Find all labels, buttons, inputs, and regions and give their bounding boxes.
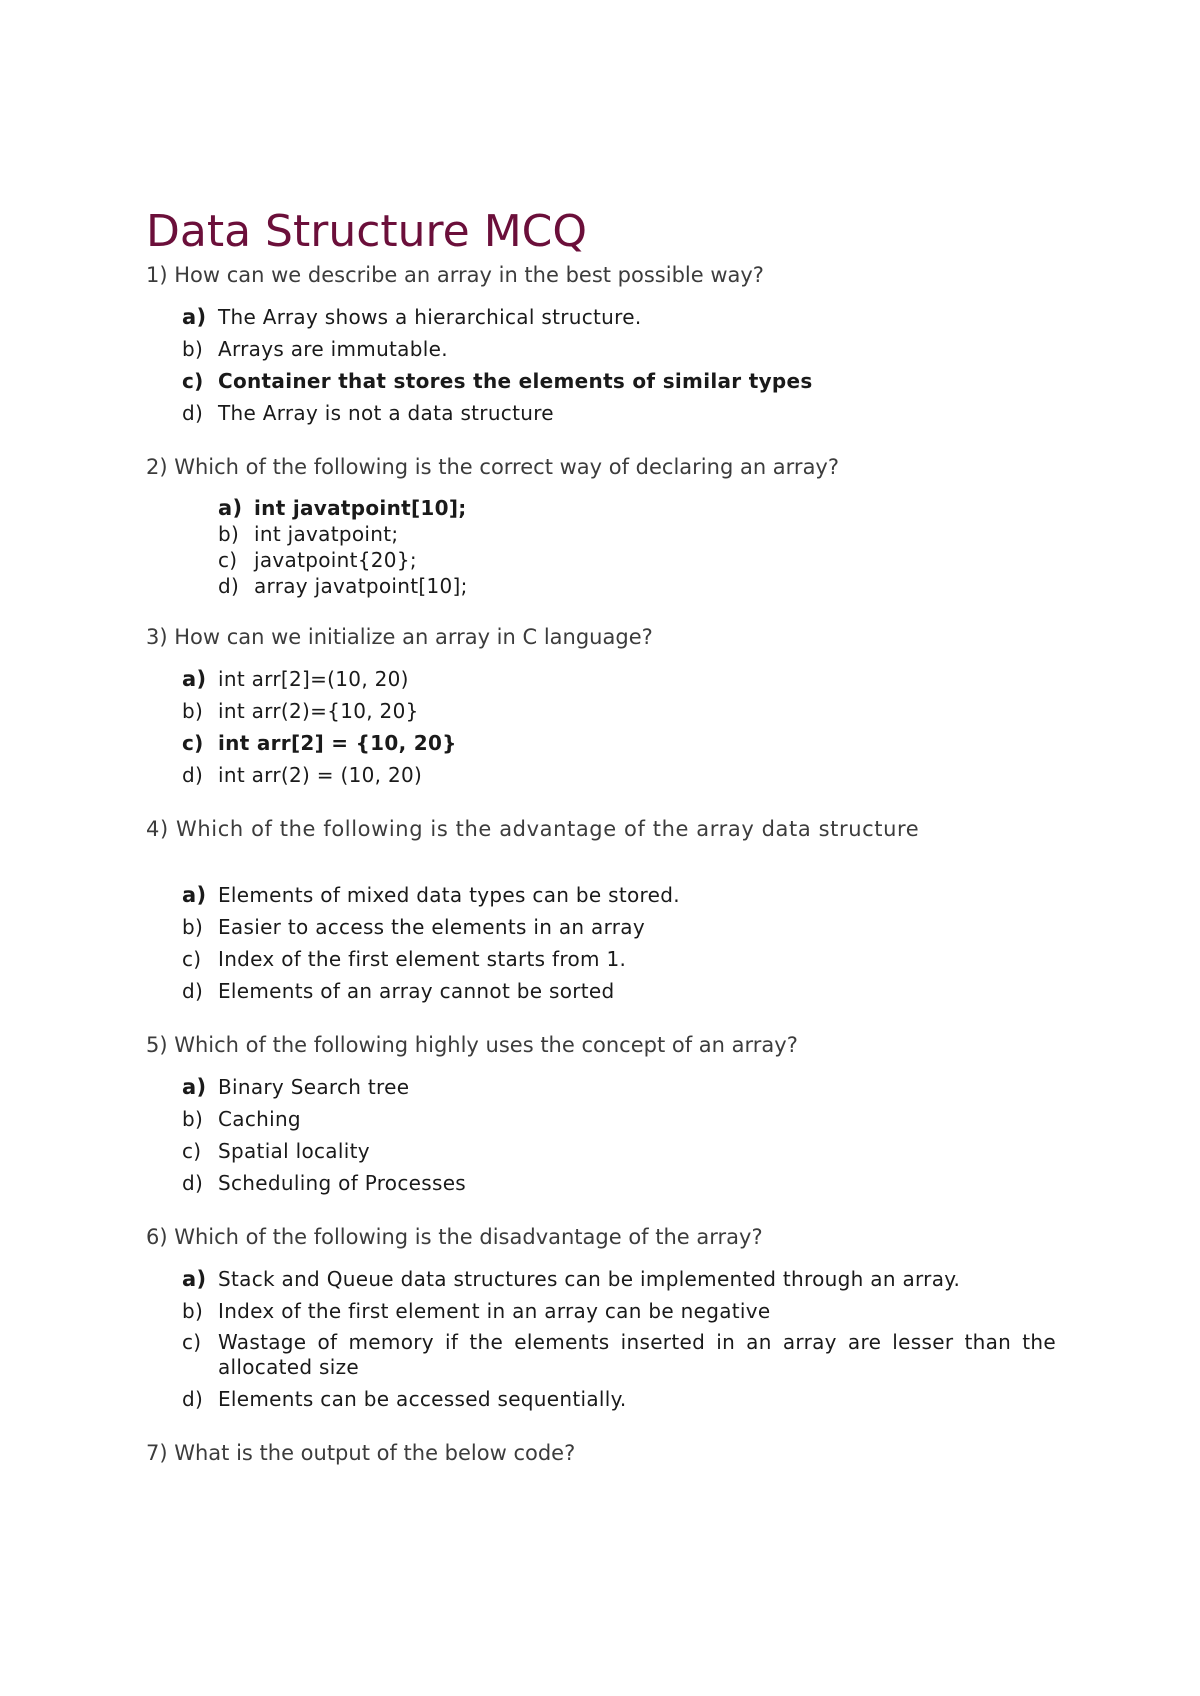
question-4: 4) Which of the following is the advantage of the array data structure <box>146 817 920 841</box>
option-letter: b) <box>182 1107 204 1131</box>
option-letter: d) <box>218 574 240 598</box>
option-text: Spatial locality <box>218 1139 370 1163</box>
option-letter: c) <box>218 548 238 572</box>
option-letter: d) <box>182 401 204 425</box>
page-title: Data Structure MCQ <box>146 206 588 257</box>
question-4-options <box>146 879 1076 1007</box>
option-6c <box>182 1327 1076 1383</box>
option-2b <box>218 521 1076 547</box>
option-text: javatpoint{20}; <box>254 548 417 572</box>
option-letter: a) <box>182 305 207 329</box>
option-3a <box>182 663 1076 695</box>
option-2c <box>218 547 1076 573</box>
option-text: int arr(2)={10, 20} <box>218 699 419 723</box>
option-5b <box>182 1103 1076 1135</box>
option-4c <box>182 943 1076 975</box>
question-6: 6) Which of the following is the disadvantage of the array? <box>146 1225 763 1249</box>
option-letter: a) <box>182 1267 207 1291</box>
option-5a <box>182 1071 1076 1103</box>
question-2-options <box>146 495 1076 599</box>
question-5-options <box>146 1071 1076 1199</box>
option-letter: b) <box>218 522 240 546</box>
option-letter: d) <box>182 979 204 1003</box>
option-6b <box>182 1295 1076 1327</box>
option-text: Elements of an array cannot be sorted <box>218 979 615 1003</box>
option-4a <box>182 879 1076 911</box>
option-text: int arr[2]=(10, 20) <box>218 667 409 691</box>
question-3: 3) How can we initialize an array in C language? <box>146 625 653 649</box>
option-letter: d) <box>182 763 204 787</box>
question-3-options <box>146 663 1076 791</box>
option-6d <box>182 1383 1076 1415</box>
option-letter: b) <box>182 699 204 723</box>
option-6a <box>182 1263 1076 1295</box>
option-letter: a) <box>182 1075 207 1099</box>
option-text: Binary Search tree <box>218 1075 410 1099</box>
option-text: int arr[2] = {10, 20} <box>218 731 457 755</box>
option-1b <box>182 333 1076 365</box>
question-1: 1) How can we describe an array in the best possible way? <box>146 263 764 287</box>
option-text: Caching <box>218 1107 301 1131</box>
option-letter: d) <box>182 1171 204 1195</box>
option-letter: a) <box>218 496 243 520</box>
option-letter: c) <box>182 731 204 755</box>
option-text: Stack and Queue data structures can be implemented through an array. <box>218 1267 961 1291</box>
option-letter: b) <box>182 1299 204 1323</box>
option-text: Index of the first element in an array can be negative <box>218 1299 771 1323</box>
document-page <box>146 205 1076 1467</box>
option-text: Wastage of memory if the elements inserted in an array are lesser than the allocated size <box>218 1330 1056 1379</box>
option-text: int arr(2) = (10, 20) <box>218 763 423 787</box>
option-letter: a) <box>182 667 207 691</box>
option-text: The Array shows a hierarchical structure. <box>218 305 642 329</box>
question-1-options <box>146 301 1076 429</box>
option-text: Easier to access the elements in an array <box>218 915 645 939</box>
option-text: Arrays are immutable. <box>218 337 448 361</box>
question-7: 7) What is the output of the below code? <box>146 1441 576 1465</box>
option-letter: a) <box>182 883 207 907</box>
option-5c <box>182 1135 1076 1167</box>
option-text: Elements of mixed data types can be stored. <box>218 883 680 907</box>
option-3b <box>182 695 1076 727</box>
option-1d <box>182 397 1076 429</box>
option-text: int javatpoint; <box>254 522 399 546</box>
option-text: Scheduling of Processes <box>218 1171 467 1195</box>
option-text: Index of the first element starts from 1. <box>218 947 627 971</box>
option-text: int javatpoint[10]; <box>254 496 467 520</box>
option-5d <box>182 1167 1076 1199</box>
option-letter: c) <box>182 947 202 971</box>
option-4b <box>182 911 1076 943</box>
question-2: 2) Which of the following is the correct way of declaring an array? <box>146 455 840 479</box>
question-5: 5) Which of the following highly uses the concept of an array? <box>146 1033 798 1057</box>
question-6-options <box>146 1263 1076 1415</box>
option-text: The Array is not a data structure <box>218 401 554 425</box>
option-text: array javatpoint[10]; <box>254 574 468 598</box>
option-3d <box>182 759 1076 791</box>
option-letter: c) <box>182 1330 202 1354</box>
option-3c <box>182 727 1076 759</box>
option-letter: d) <box>182 1387 204 1411</box>
option-2a <box>218 495 1076 521</box>
option-1c <box>182 365 1076 397</box>
option-4d <box>182 975 1076 1007</box>
option-2d <box>218 573 1076 599</box>
option-1a <box>182 301 1076 333</box>
option-letter: b) <box>182 915 204 939</box>
option-letter: c) <box>182 369 204 393</box>
option-text: Container that stores the elements of similar types <box>218 369 813 393</box>
option-letter: b) <box>182 337 204 361</box>
option-text: Elements can be accessed sequentially. <box>218 1387 627 1411</box>
option-letter: c) <box>182 1139 202 1163</box>
